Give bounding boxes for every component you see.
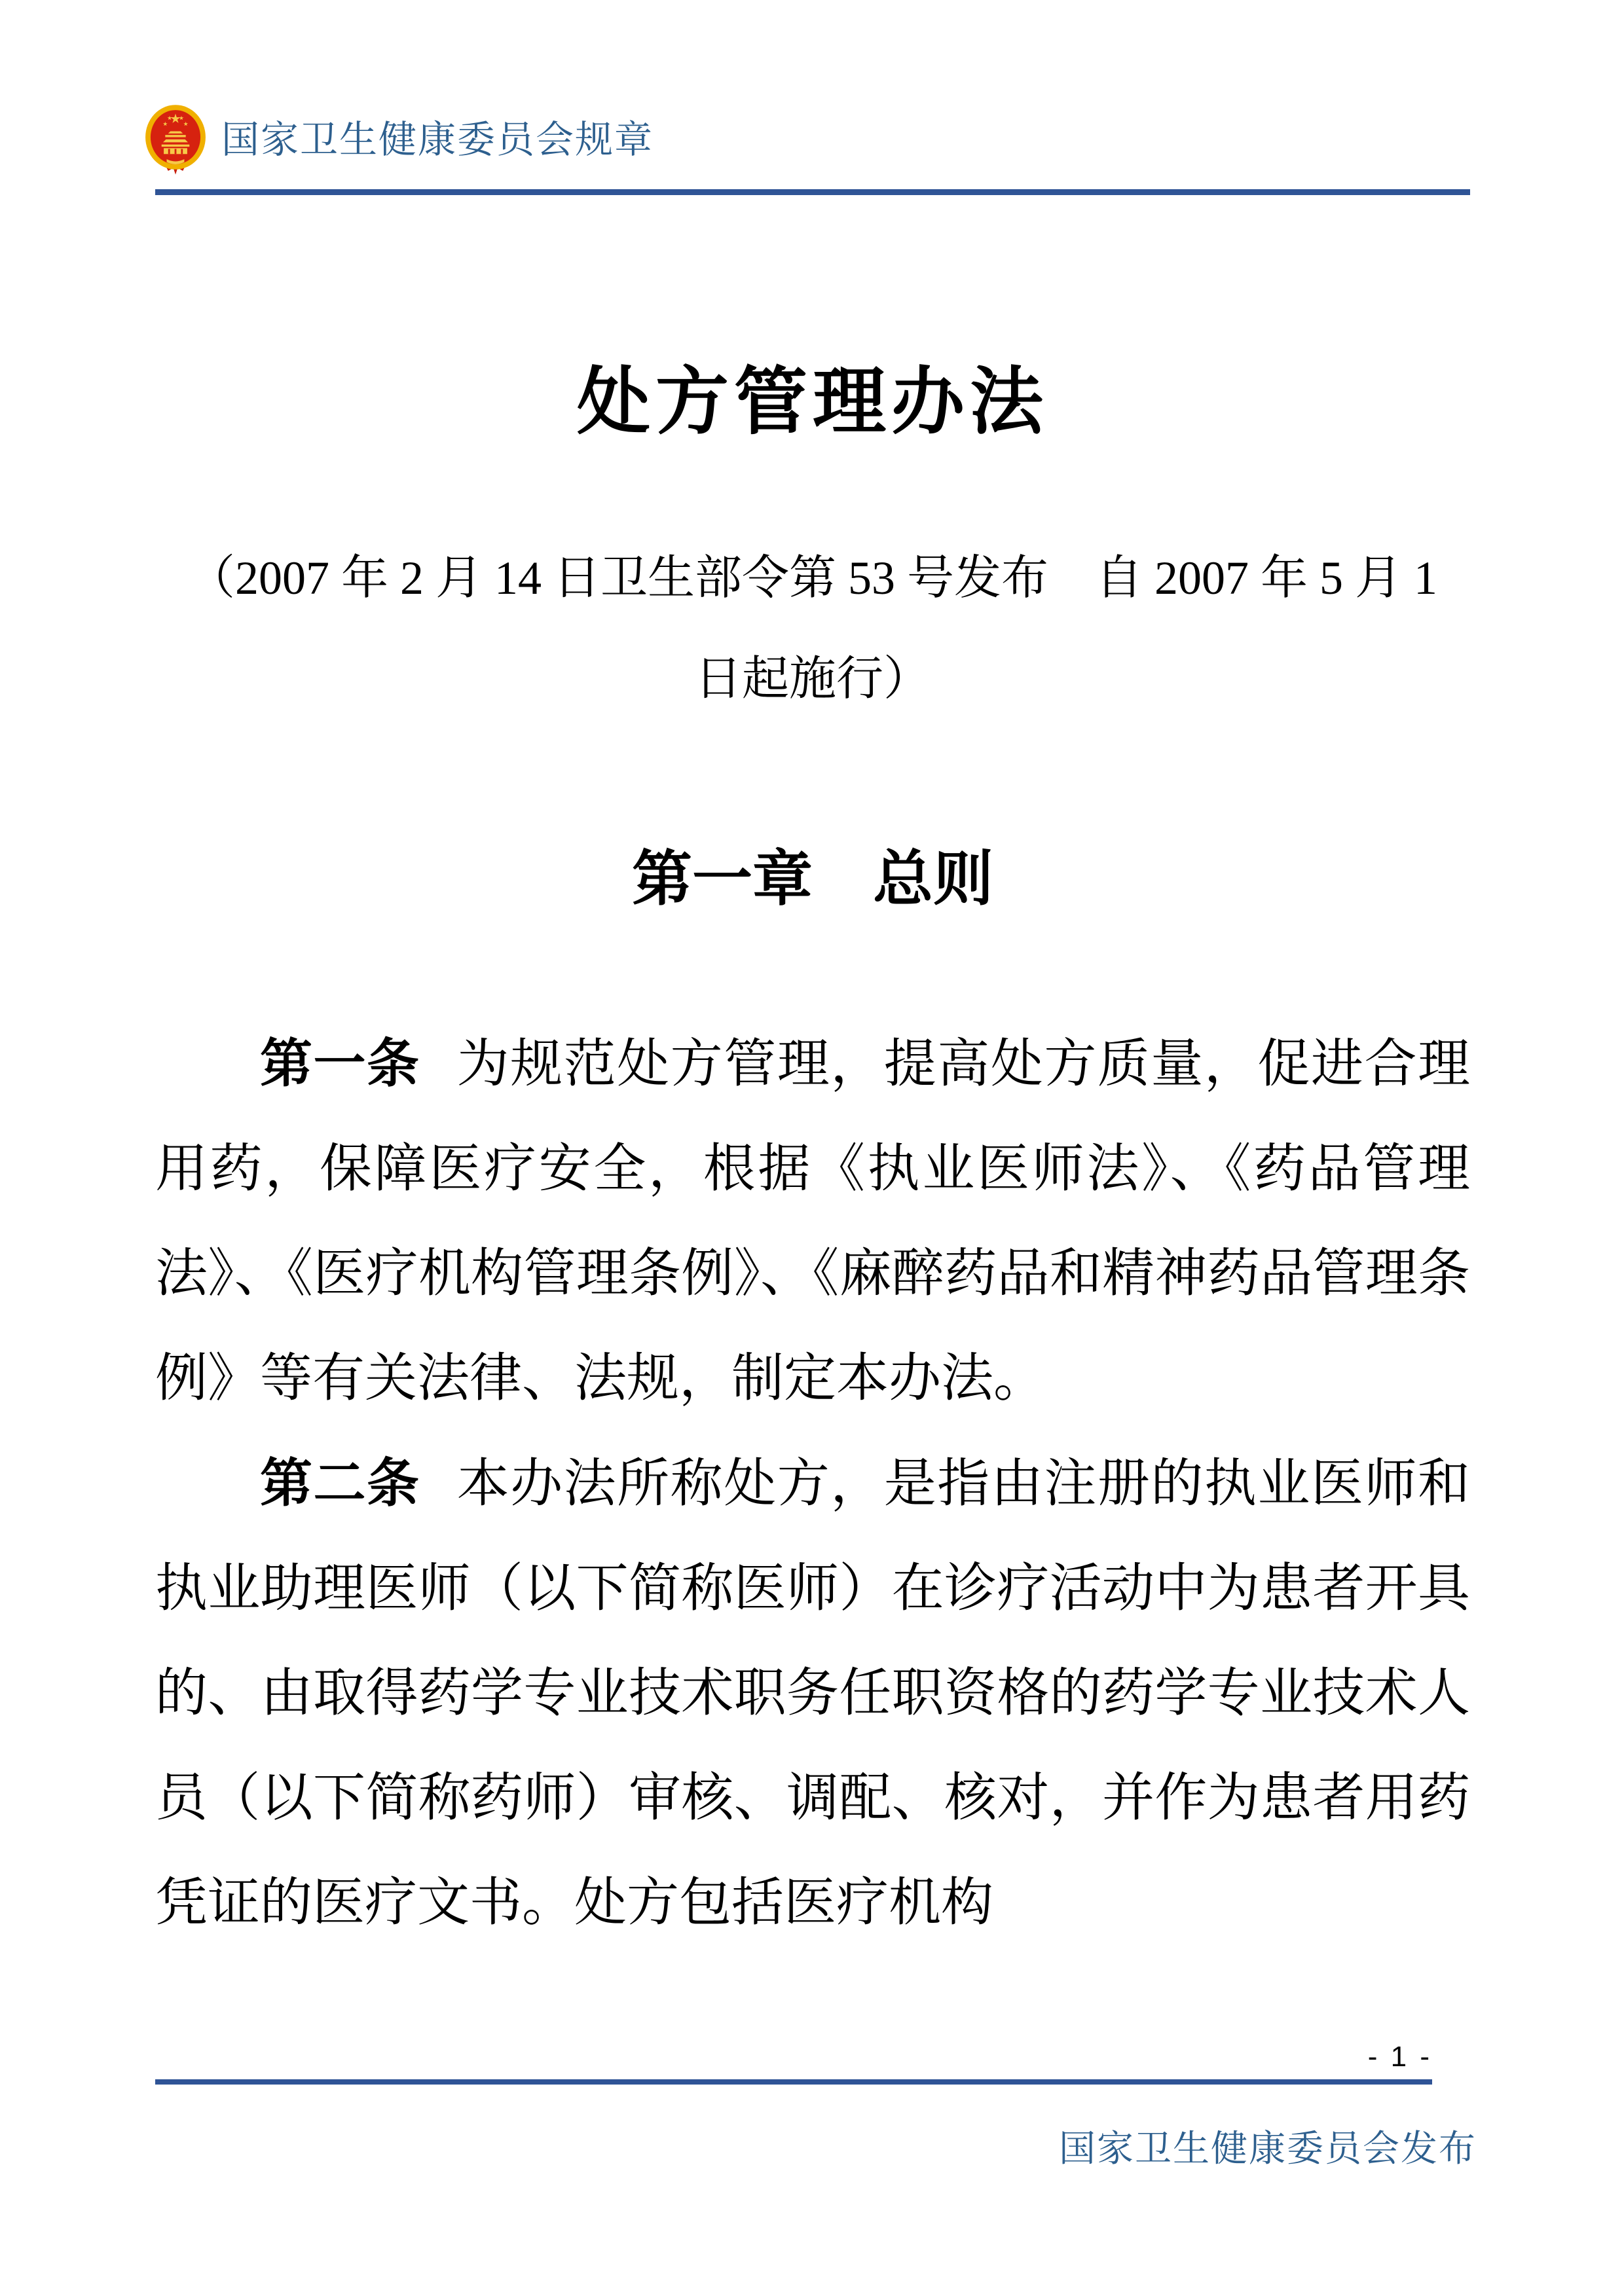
document-body <box>155 1011 1470 1956</box>
chapter-heading: 第一章 总则 <box>631 846 993 913</box>
article-text: 本办法所称处方，是指由注册的执业医师和执业助理医师（以下简称医师）在诊疗活动中为患者开具的、由取得药学专业技术职务任职资格的药学专业技术人员（以下简称药师）审核、调配、核对，并作为患者用药凭证的医疗文书。处方包括医疗机构 <box>155 1455 1471 1932</box>
publisher-label: 国家卫生健康委员会发布 <box>1059 2129 1477 2170</box>
article-paragraph <box>155 1431 1470 1956</box>
article-paragraph <box>155 1011 1470 1431</box>
national-emblem-icon <box>139 103 212 177</box>
footer-rule <box>155 2079 1432 2085</box>
document-title: 处方管理办法 <box>577 362 1048 443</box>
promulgation-line-1: （2007 年 2 月 14 日卫生部令第 53 号发布 自 2007 年 5 月 1 <box>187 552 1437 604</box>
article-label: 第一条 <box>260 1034 420 1093</box>
promulgation-line-2: 日起施行） <box>694 653 931 705</box>
article-label: 第二条 <box>260 1454 420 1512</box>
page-number: - 1 - <box>1367 2041 1432 2073</box>
header-rule <box>155 189 1470 195</box>
agency-tag: 国家卫生健康委员会规章 <box>221 118 654 161</box>
page-header <box>139 103 654 177</box>
article-text: 为规范处方管理，提高处方质量，促进合理用药，保障医疗安全，根据《执业医师法》、《药品管理法》、《医疗机构管理条例》、《麻醉药品和精神药品管理条例》等有关法律、法规，制定本办法。 <box>155 1036 1471 1408</box>
